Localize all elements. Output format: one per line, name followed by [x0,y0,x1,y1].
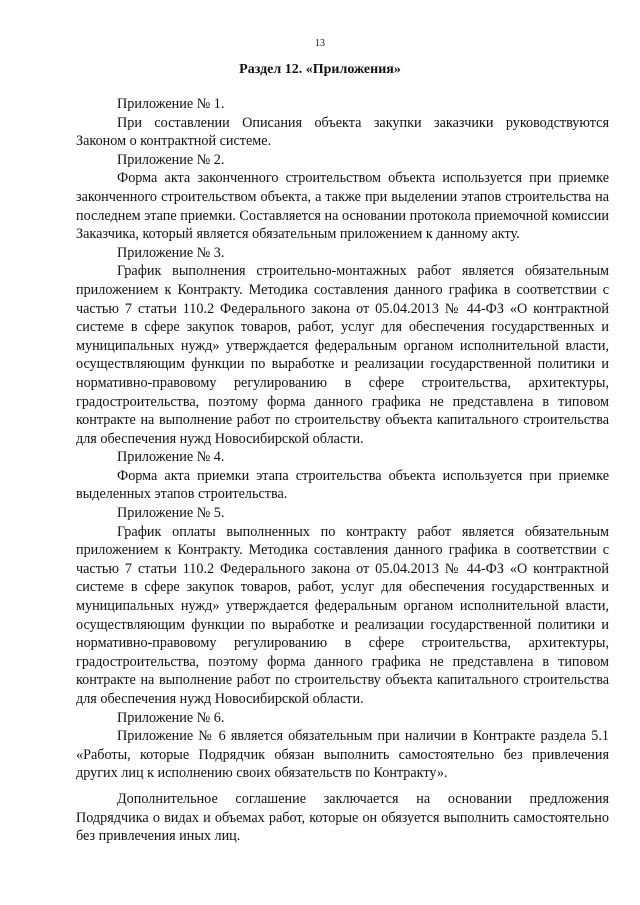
paragraph: Форма акта законченного строительством объекта используется при приемке законченного строительством объекта, а также при выделении этапов строительства на последнем этапе приемки. Составляется на основании протокола приемочной комиссии Заказчика, который является обязательным приложением к данному акту. [76,170,609,243]
page-number: 13 [315,38,325,49]
appendix-heading-6: Приложение № 6. [117,709,225,726]
appendix-heading-3: Приложение № 3. [117,244,225,261]
paragraph: График выполнения строительно-монтажных работ является обязательным приложением к Контракту. Методика составления данного графика в соответствии с частью 7 статьи 110.2 Федерального закона от 05.04.2013 № 44-ФЗ «О контрактной системе в сфере закупок товаров, работ, услуг для обеспечения государственных и муниципальных нужд» утверждается федеральным органом исполнительной власти, осуществляющим функции по выработке и реализации государственной политики и нормативно-правовому регулированию в сфере строительства, архитектуры, градостроительства, поэтому форма данного графика не представлена в типовом контракте на выполнение работ по строительству объекта капитального строительства для обеспечения нужд Новосибирской области. [76,263,609,447]
appendix-heading-1: Приложение № 1. [117,96,225,112]
document-body [76,95,609,846]
section-title: Раздел 12. «Приложения» [239,62,401,77]
paragraph: График оплаты выполненных по контракту работ является обязательным приложением к Контракту. Методика составления данного графика в соответствии с частью 7 статьи 110.2 Федерального закона от 05.04.2013 № 44-ФЗ «О контрактной системе в сфере закупок товаров, работ, услуг для обеспечения государственных и муниципальных нужд» утверждается федеральным органом исполнительной власти, осуществляющим функции по выработке и реализации государственной политики и нормативно-правовому регулированию в сфере строительства, архитектуры, градостроительства, поэтому форма данного графика не представлена в типовом контракте на выполнение работ по строительству объекта капитального строительства для обеспечения нужд Новосибирской области. [76,523,609,707]
paragraph: Дополнительное соглашение заключается на основании предложения Подрядчика о видах и объемах работ, которые он обязуется выполнить самостоятельно без привлечения иных лиц. [76,790,609,845]
paragraph: При составлении Описания объекта закупки заказчики руководствуются Законом о контрактной системе. [76,114,609,150]
paragraph: Форма акта приемки этапа строительства объекта используется при приемке выделенных этапов строительства. [76,467,609,503]
paragraph: Приложение № 6 является обязательным при наличии в Контракте раздела 5.1 «Работы, которые Подрядчик обязан выполнить самостоятельно без привлечения других лиц к исполнению своих обязательств по Контракту». [76,728,609,782]
appendix-heading-4: Приложение № 4. [117,449,225,466]
appendix-heading-5: Приложение № 5. [117,505,225,522]
appendix-heading-2: Приложение № 2. [117,151,225,168]
